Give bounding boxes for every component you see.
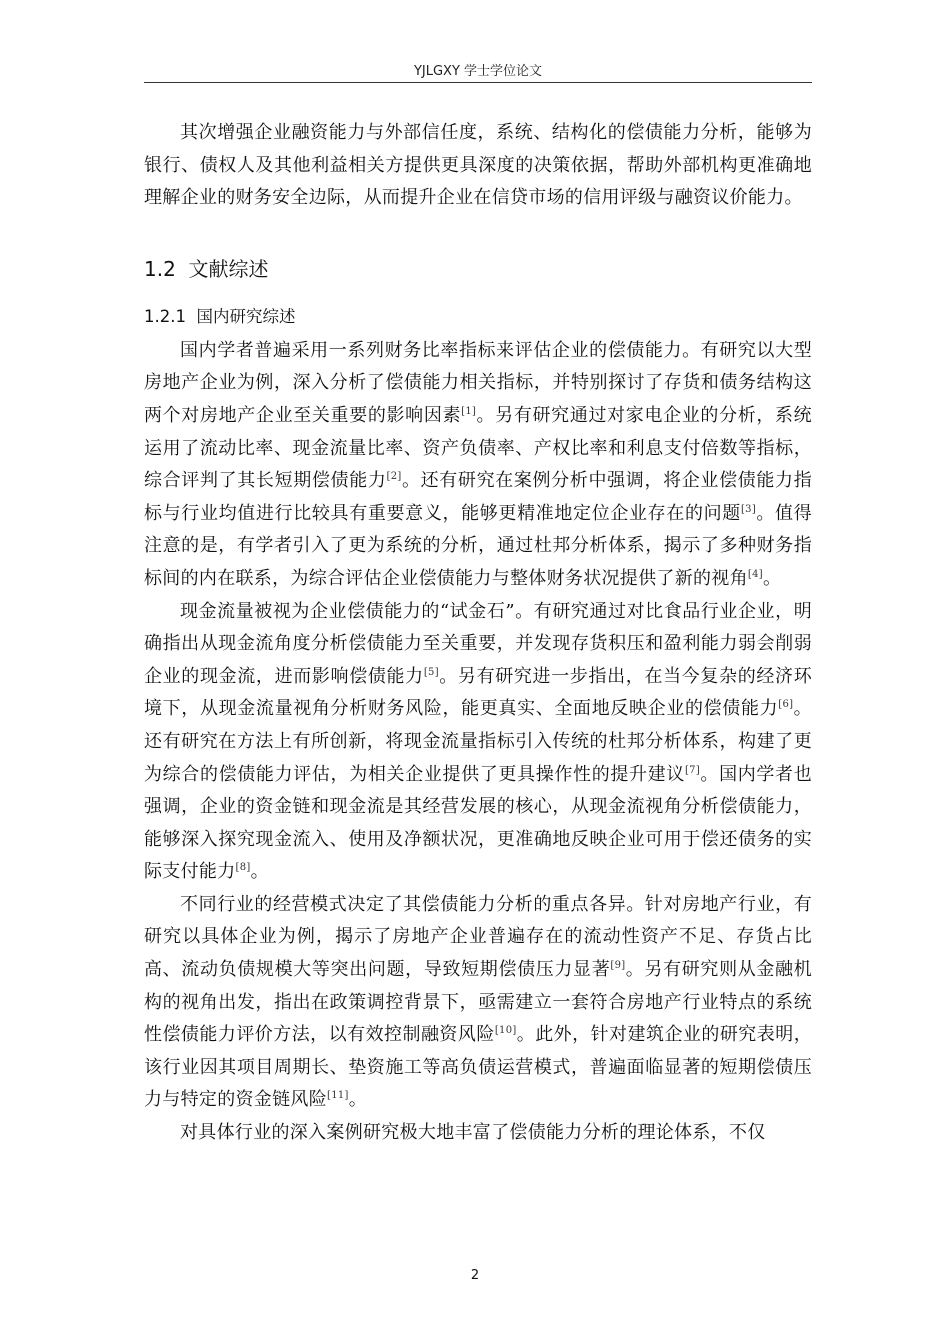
text-segment: 。 (762, 567, 782, 589)
subsection-title: 国内研究综述 (196, 306, 296, 326)
page-number: 2 (470, 1268, 480, 1283)
text-segment: 不同行业的经营模式决定了其偿债能力分析的重点各异。针对房地产行业，有研究以具体企业为例，揭示了房地产企业普遍存在的流动性资产不足、存货占比高、流动负债规模大等突出问题，导致短期偿债压力显著 (144, 893, 812, 981)
citation: [10] (494, 1025, 517, 1037)
section-title: 文献综述 (188, 256, 269, 281)
paragraph-ratio-indicators (144, 335, 812, 596)
paragraph-cash-flow (144, 596, 812, 889)
text-segment: 。 (250, 861, 269, 883)
text-segment: 现金流量被视为企业偿债能力的“试金石”。有研究通过对比食品行业企业，明确指出从现金流角度分析偿债能力至关重要，并发现存货积压和盈利能力弱会削弱企业的现金流，进而影响偿债能力 (144, 600, 812, 687)
citation: [8] (235, 862, 251, 874)
citation: [1] (461, 405, 477, 417)
intro-paragraph: 其次增强企业融资能力与外部信任度，系统、结构化的偿债能力分析，能够为银行、债权人及其他利益相关方提供更具深度的决策依据，帮助外部机构更准确地理解企业的财务安全边际，从而提升企业在信贷市场的信用评级与融资议价能力。 (144, 122, 812, 209)
text-segment: 。另有研究则从金融机构的视角出发，指出在政策调控背景下，亟需建立一套符合房地产行业特点的系统性偿债能力评价方法，以有效控制融资风险 (144, 959, 813, 1046)
text-segment: 。另有研究进一步指出，在当今复杂的经济环境下，从现金流量视角分析财务风险，能更真实、全面地反映企业的偿债能力 (144, 665, 813, 720)
paragraph-case-studies: 对具体行业的深入案例研究极大地丰富了偿债能力分析的理论体系，不仅 (180, 1122, 766, 1144)
text-segment: 。还有研究在方法上有所创新，将现金流量指标引入传统的杜邦分析体系，构建了更为综合的偿债能力评估，为相关企业提供了更具操作性的提升建议 (144, 698, 812, 785)
citation: [4] (747, 568, 763, 580)
header-rule (144, 82, 812, 83)
citation: [9] (610, 960, 626, 972)
section-number: 1.2 (144, 256, 176, 281)
text-segment: 。 (348, 1089, 368, 1111)
citation: [11] (327, 1090, 349, 1102)
text-segment: 。此外，针对建筑企业的研究表明，该行业因其项目周期长、垫资施工等高负债运营模式，普遍面临显著的短期偿债压力与特定的资金链风险 (144, 1024, 812, 1111)
paragraph-industry (144, 889, 812, 1117)
text-segment: 。另有研究通过对家电企业的分析，系统运用了流动比率、现金流量比率、资产负债率、产权比率和利息支付倍数等指标，综合评判了其长短期偿债能力 (144, 404, 812, 492)
subsection-number: 1.2.1 (144, 306, 186, 326)
running-header: YJLGXY 学士学位论文 (413, 64, 543, 79)
text-segment: 。还有研究在案例分析中强调，将企业偿债能力指标与行业均值进行比较具有重要意义，能够更精准地定位企业存在的问题 (144, 470, 812, 524)
citation: [6] (778, 699, 794, 711)
text-segment: 。值得注意的是，有学者引入了更为系统的分析，通过杜邦分析体系，揭示了多种财务指标间的内在联系，为综合评估企业偿债能力与整体财务状况提供了新的视角 (144, 502, 812, 589)
page-body (144, 117, 812, 1150)
citation: [5] (423, 666, 439, 678)
citation: [7] (684, 764, 701, 776)
citation: [2] (386, 471, 402, 483)
subsection-heading (144, 305, 812, 329)
citation: [3] (740, 503, 757, 515)
section-heading (144, 255, 812, 283)
text-segment: 。国内学者也强调，企业的资金链和现金流是其经营发展的核心，从现金流视角分析偿债能力，能够深入探究现金流入、使用及净额状况，更准确地反映企业可用于偿还债务的实际支付能力 (144, 763, 812, 883)
text-segment: 国内学者普遍采用一系列财务比率指标来评估企业的偿债能力。有研究以大型房地产企业为例，深入分析了偿债能力相关指标，并特别探讨了存货和债务结构这两个对房地产企业至关重要的影响因素 (144, 339, 812, 426)
